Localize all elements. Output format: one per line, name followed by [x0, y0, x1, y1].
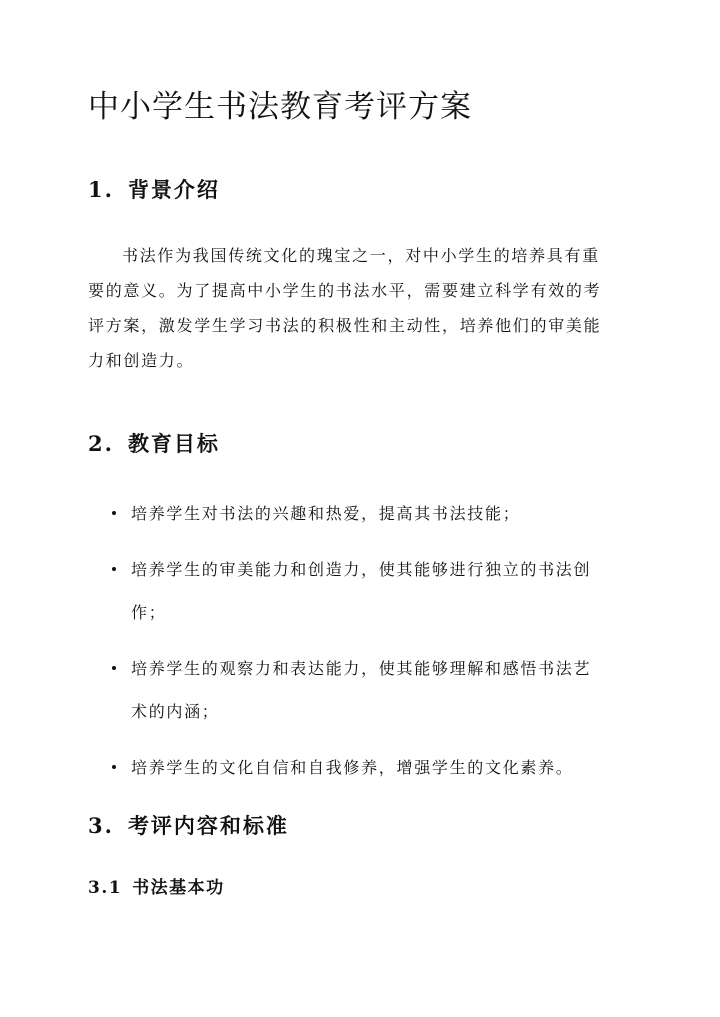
- bullet-icon: [112, 567, 116, 571]
- section-number: 1.: [88, 177, 114, 202]
- section-heading-criteria: [88, 810, 289, 842]
- subsection-number: 3.1: [88, 878, 123, 898]
- bullet-icon: [112, 511, 116, 515]
- section-number: 2.: [88, 431, 114, 456]
- bullet-icon: [112, 765, 116, 769]
- section-title: 背景介绍: [127, 177, 220, 202]
- list-item: [88, 548, 636, 634]
- paragraph-line: 要的意义。为了提高中小学生的书法水平，需要建立科学有效的考: [88, 281, 602, 300]
- subsection-heading-basics: [88, 874, 225, 902]
- list-item-line: 作；: [131, 603, 167, 622]
- document-title: 中小学生书法教育考评方案: [88, 89, 472, 125]
- list-item-line: 培养学生的文化自信和自我修养，增强学生的文化素养。: [131, 758, 574, 777]
- background-paragraph: [88, 238, 636, 378]
- list-item-line: 培养学生的观察力和表达能力，使其能够理解和感悟书法艺: [131, 659, 592, 678]
- goals-list: [88, 492, 636, 802]
- list-item-line: 术的内涵；: [131, 702, 220, 721]
- section-title: 教育目标: [127, 431, 220, 456]
- bullet-icon: [112, 666, 116, 670]
- section-heading-background: [88, 174, 220, 206]
- subsection-title: 书法基本功: [132, 878, 225, 898]
- paragraph-line: 书法作为我国传统文化的瑰宝之一，对中小学生的培养具有重: [122, 246, 600, 265]
- list-item-line: 培养学生对书法的兴趣和热爱，提高其书法技能；: [131, 504, 521, 523]
- list-item: [88, 746, 636, 789]
- paragraph-line: 评方案，激发学生学习书法的积极性和主动性，培养他们的审美能: [88, 316, 602, 335]
- section-title: 考评内容和标准: [127, 813, 289, 838]
- list-item: [88, 647, 636, 733]
- section-number: 3.: [88, 813, 114, 838]
- paragraph-line: 力和创造力。: [88, 351, 195, 370]
- list-item: [88, 492, 636, 535]
- list-item-line: 培养学生的审美能力和创造力，使其能够进行独立的书法创: [131, 560, 592, 579]
- section-heading-goals: [88, 428, 220, 460]
